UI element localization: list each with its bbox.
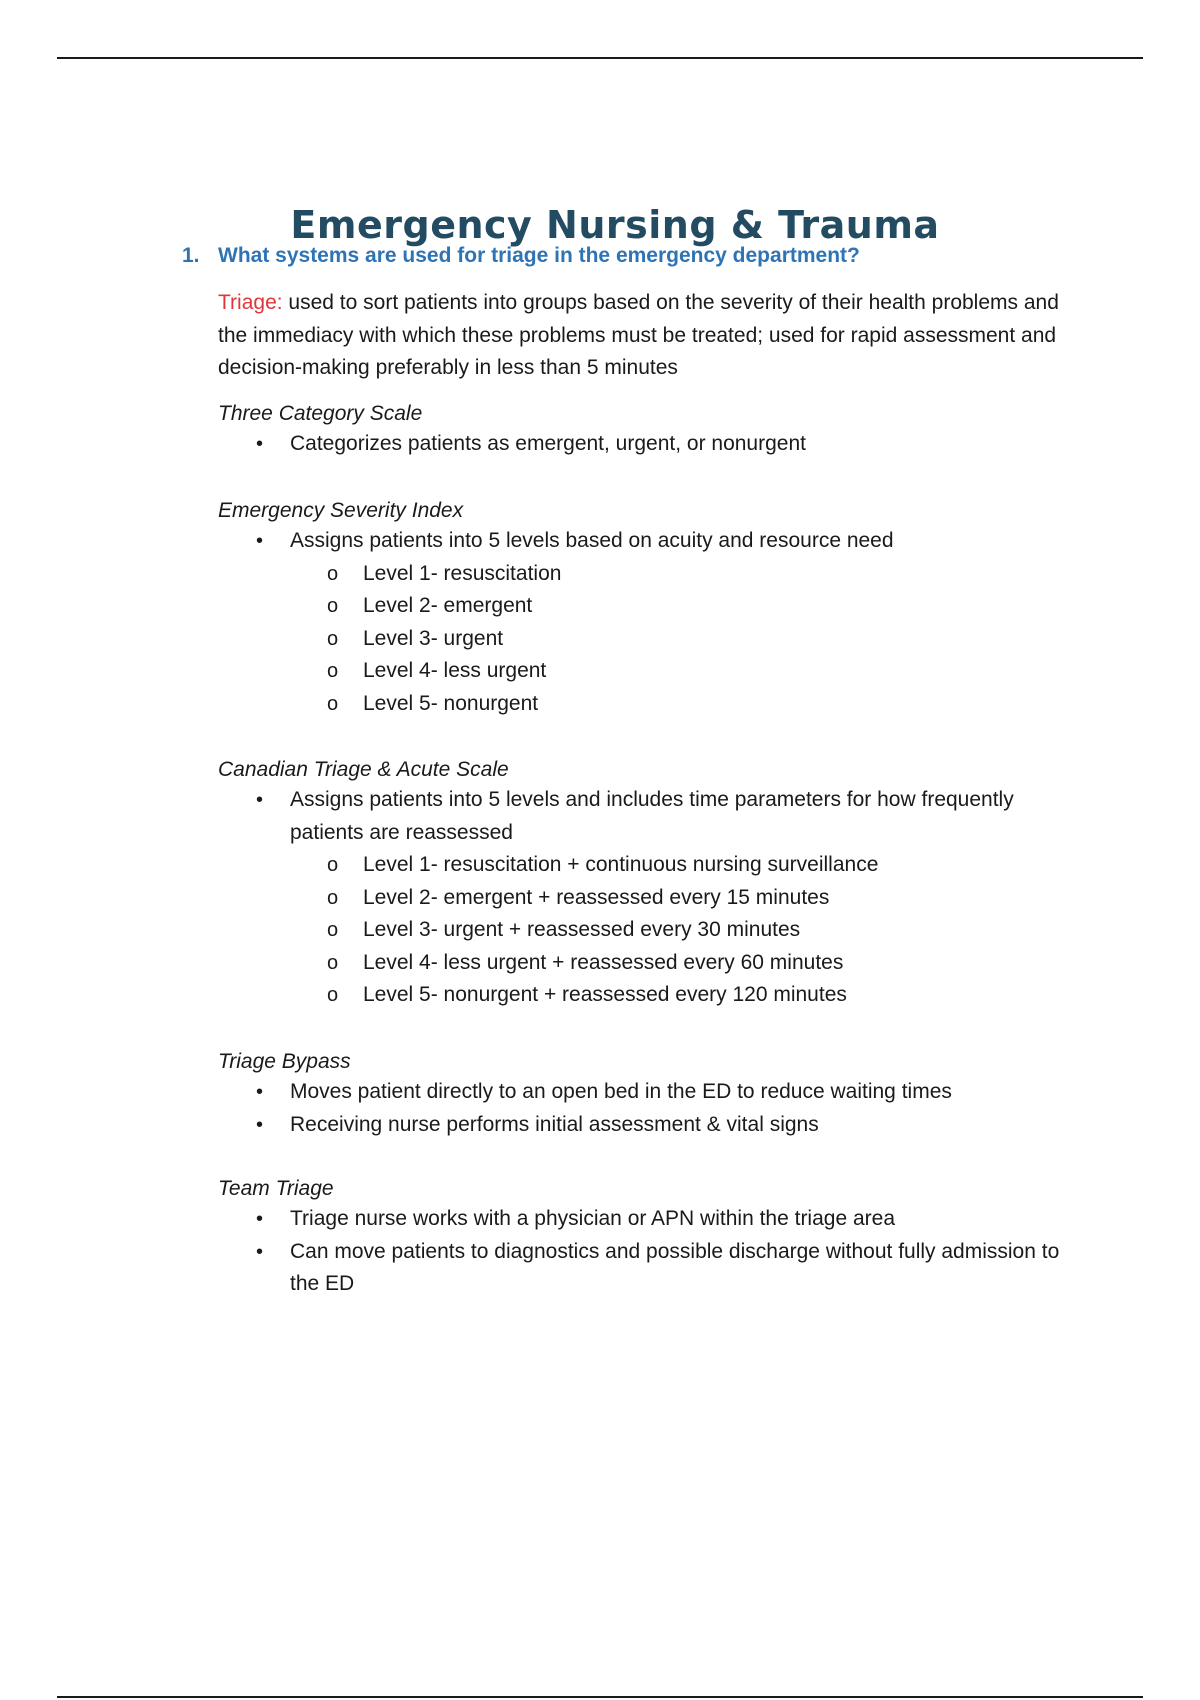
sub-list-item-text: Level 4- less urgent bbox=[363, 659, 547, 682]
sub-list-item bbox=[327, 623, 1090, 656]
sub-list-item bbox=[327, 688, 1090, 721]
bullet-icon: • bbox=[256, 789, 264, 811]
question-text: What systems are used for triage in the emergency department? bbox=[218, 244, 860, 267]
bullet-icon: • bbox=[256, 1081, 264, 1103]
sub-list-item bbox=[327, 979, 1090, 1012]
bullet-icon: • bbox=[256, 1208, 264, 1230]
sub-bullet-icon: o bbox=[327, 595, 339, 617]
sub-list-item-text: Level 2- emergent + reassessed every 15 minutes bbox=[363, 885, 830, 909]
bullet-icon: • bbox=[256, 530, 264, 552]
bullet-icon: • bbox=[256, 1240, 264, 1263]
sub-list-item bbox=[327, 558, 1090, 591]
sub-list-item-text: Level 5- nonurgent + reassessed every 120 minutes bbox=[363, 983, 847, 1006]
list-item-text: Moves patient directly to an open bed in the ED to reduce waiting times bbox=[290, 1080, 952, 1103]
list-item bbox=[256, 1203, 1090, 1236]
header-rule bbox=[57, 57, 1143, 59]
section-title-team-triage: Team Triage bbox=[218, 1177, 334, 1200]
section-bullets-emergency-severity-index bbox=[256, 525, 1090, 720]
list-item-text: Triage nurse works with a physician or APN within the triage area bbox=[290, 1207, 896, 1230]
sub-bullet-icon: o bbox=[327, 660, 339, 682]
section-bullets-team-triage bbox=[256, 1203, 1090, 1301]
sub-list-item-text: Level 3- urgent + reassessed every 30 minutes bbox=[363, 918, 801, 941]
list-item bbox=[256, 1076, 1090, 1109]
list-item bbox=[256, 1109, 1090, 1142]
document-title: Emergency Nursing & Trauma bbox=[290, 203, 940, 248]
sub-bullet-icon: o bbox=[327, 627, 339, 650]
sub-bullet-icon: o bbox=[327, 951, 339, 974]
section-bullets-triage-bypass bbox=[256, 1076, 1090, 1141]
list-item-text: Can move patients to diagnostics and possible discharge without fully admission to the ED bbox=[290, 1239, 1060, 1295]
section-title-emergency-severity-index: Emergency Severity Index bbox=[218, 499, 464, 522]
section-title-triage-bypass: Triage Bypass bbox=[218, 1050, 351, 1073]
sub-bullet-icon: o bbox=[327, 854, 339, 876]
footer-rule bbox=[57, 1696, 1143, 1698]
sub-bullet-icon: o bbox=[327, 984, 339, 1006]
list-item bbox=[256, 784, 1090, 1012]
section-bullets-three-category-scale bbox=[256, 428, 1090, 461]
list-item-text: Receiving nurse performs initial assessment & vital signs bbox=[290, 1112, 819, 1136]
list-item bbox=[256, 525, 1090, 720]
sub-list-item bbox=[327, 914, 1090, 947]
section-title-three-category-scale: Three Category Scale bbox=[218, 402, 423, 425]
question-heading bbox=[182, 240, 860, 273]
sub-list-item-text: Level 1- resuscitation + continuous nursing surveillance bbox=[363, 853, 879, 876]
sub-list-item-text: Level 2- emergent bbox=[363, 594, 533, 617]
section-title-canadian-triage-acute-scale: Canadian Triage & Acute Scale bbox=[218, 758, 509, 781]
sub-list-item-text: Level 4- less urgent + reassessed every 60 minutes bbox=[363, 950, 844, 974]
bullet-icon: • bbox=[256, 433, 264, 455]
sub-list-item-text: Level 5- nonurgent bbox=[363, 691, 539, 715]
triage-definition bbox=[218, 287, 1088, 385]
list-item bbox=[256, 428, 1090, 461]
sub-bullet-icon: o bbox=[327, 886, 339, 909]
sub-list-item bbox=[327, 947, 1090, 980]
list-item-text: Assigns patients into 5 levels and includes time parameters for how frequently patients are reassessed bbox=[290, 788, 1014, 844]
bullet-icon: • bbox=[256, 1113, 264, 1136]
sub-list-item-text: Level 1- resuscitation bbox=[363, 561, 562, 585]
list-item-text: Assigns patients into 5 levels based on acuity and resource need bbox=[290, 529, 894, 552]
sub-list-item bbox=[327, 590, 1090, 623]
sub-bullet-icon: o bbox=[327, 562, 339, 585]
list-item-text: Categorizes patients as emergent, urgent, or nonurgent bbox=[290, 432, 806, 455]
question-number: 1. bbox=[182, 244, 200, 267]
definition-term: Triage: bbox=[218, 291, 283, 314]
sub-list bbox=[290, 558, 1090, 721]
list-item bbox=[256, 1236, 1090, 1301]
sub-list-item bbox=[327, 882, 1090, 915]
definition-text: used to sort patients into groups based on the severity of their health problems and the immediacy with which these problems must be treated; used for rapid assessment and decision-making preferably in less than 5 minutes bbox=[218, 291, 1059, 379]
sub-list-item bbox=[327, 849, 1090, 882]
sub-bullet-icon: o bbox=[327, 919, 339, 941]
sub-list bbox=[290, 849, 1090, 1012]
sub-list-item-text: Level 3- urgent bbox=[363, 626, 504, 650]
sub-bullet-icon: o bbox=[327, 692, 339, 715]
sub-list-item bbox=[327, 655, 1090, 688]
section-bullets-canadian-triage-acute-scale bbox=[256, 784, 1090, 1012]
